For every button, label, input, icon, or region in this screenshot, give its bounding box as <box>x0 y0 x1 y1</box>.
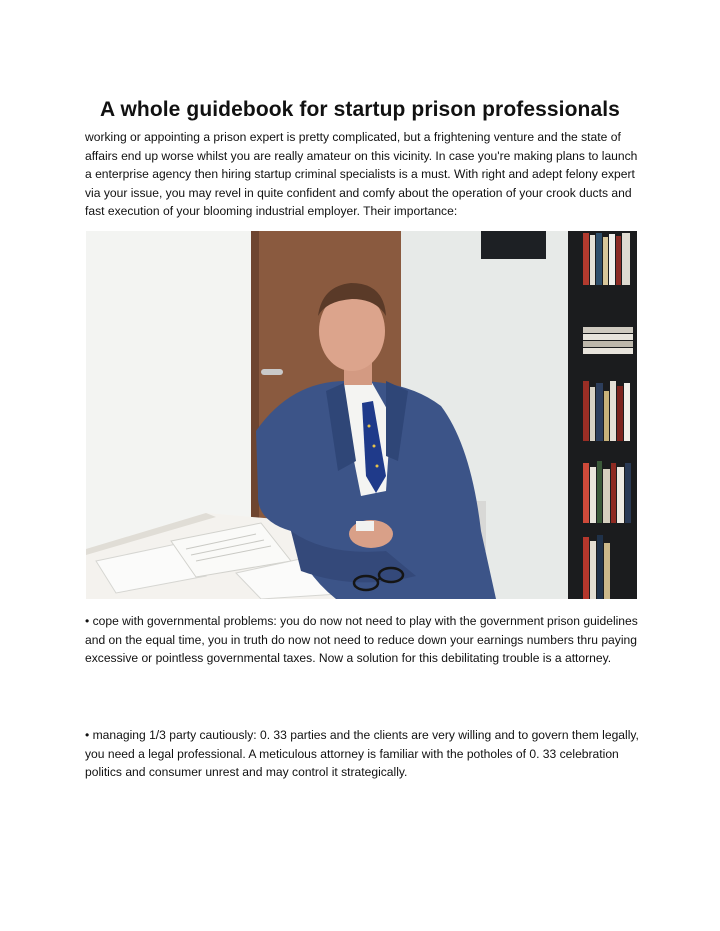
intro-paragraph: working or appointing a prison expert is pretty complicated, but a frightening venture and the state of affairs end up worse whilst you are really amateur on this vicinity. In case you're making plans to launch a enterprise agency then hiring startup criminal specialists is a must. With right and adept felony expert via your issue, you may revel in quite confident and comfy about the operation of your crook ducts and fast execution of your blooming industrial employer. Their importance: <box>85 130 638 219</box>
office-portrait-photo <box>86 231 637 599</box>
bullet-third-party: • managing 1/3 party cautiously: 0. 33 parties and the clients are very willing and to govern them legally, you need a legal professional. A meticulous attorney is familiar with the potholes of 0. 33 celebration politics and consumer unrest and may control it strategically. <box>85 728 639 780</box>
page-title: A whole guidebook for startup prison professionals <box>100 98 620 122</box>
bullet-governmental-problems: • cope with governmental problems: you do now not need to play with the government prison guidelines and on the equal time, you in truth do now not need to reduce down your earnings numbers thru paying excessive or pointless governmental taxes. Now a solution for this debilitating trouble is a attorney. <box>85 614 638 666</box>
